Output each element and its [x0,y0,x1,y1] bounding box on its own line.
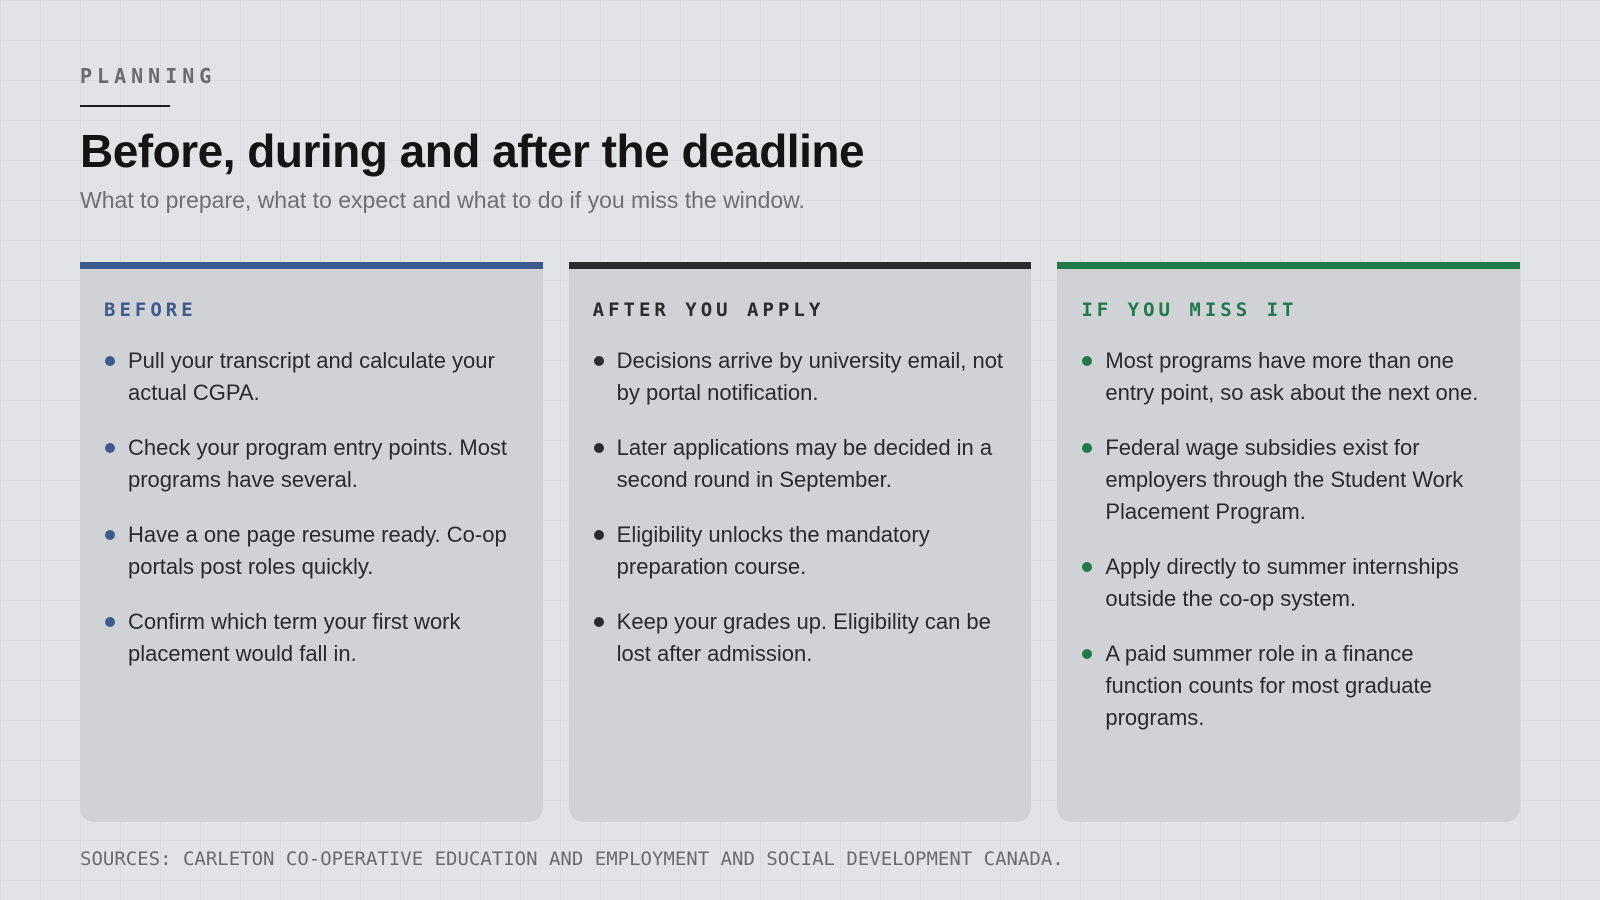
card-list [593,345,1008,670]
list-item [593,432,1008,496]
bullet-dot-icon [105,356,115,366]
card-list [104,345,519,670]
list-item-text: A paid summer role in a finance function counts for most graduate programs. [1105,641,1432,730]
section-eyebrow: PLANNING [80,64,217,88]
list-item [104,432,519,496]
list-item [104,345,519,409]
list-item [593,519,1008,583]
bullet-dot-icon [594,530,604,540]
list-item [593,606,1008,670]
list-item-text: Later applications may be decided in a second round in September. [616,435,993,492]
bullet-dot-icon [1082,562,1092,572]
list-item-text: Apply directly to summer internships outside the co-op system. [1105,554,1459,611]
list-item-text: Most programs have more than one entry point, so ask about the next one. [1105,348,1479,405]
list-item-text: Decisions arrive by university email, not by portal notification. [616,348,1004,405]
list-item [104,606,519,670]
bullet-dot-icon [1082,649,1092,659]
card-before [80,262,543,822]
page-subtitle: What to prepare, what to expect and what to do if you miss the window. [80,187,805,213]
list-item-text: Have a one page resume ready. Co-op portals post roles quickly. [128,522,507,579]
list-item-text: Federal wage subsidies exist for employers through the Student Work Placement Program. [1105,435,1464,524]
bullet-dot-icon [105,530,115,540]
card-after-you-apply [569,262,1032,822]
list-item [1081,432,1496,528]
list-item [1081,638,1496,734]
bullet-dot-icon [105,617,115,627]
cards-row [80,262,1520,822]
list-item-text: Check your program entry points. Most programs have several. [128,435,508,492]
list-item [593,345,1008,409]
sources-footnote: SOURCES: CARLETON CO-OPERATIVE EDUCATION AND EMPLOYMENT AND SOCIAL DEVELOPMENT CANADA. [80,848,1064,870]
card-heading: AFTER YOU APPLY [592,299,825,321]
list-item-text: Eligibility unlocks the mandatory preparation course. [616,522,930,579]
list-item [104,519,519,583]
list-item [1081,551,1496,615]
card-if-you-miss-it [1057,262,1520,822]
bullet-dot-icon [105,443,115,453]
list-item-text: Pull your transcript and calculate your actual CGPA. [128,348,495,405]
bullet-dot-icon [594,443,604,453]
card-heading: IF YOU MISS IT [1081,299,1298,321]
page-title: Before, during and after the deadline [80,125,865,177]
list-item-text: Confirm which term your first work placement would fall in. [128,609,461,666]
list-item [1081,345,1496,409]
bullet-dot-icon [594,617,604,627]
list-item-text: Keep your grades up. Eligibility can be lost after admission. [616,609,991,666]
bullet-dot-icon [1082,356,1092,366]
card-list [1081,345,1496,734]
eyebrow-underline [80,105,170,107]
bullet-dot-icon [594,356,604,366]
card-heading: BEFORE [104,299,197,321]
bullet-dot-icon [1082,443,1092,453]
